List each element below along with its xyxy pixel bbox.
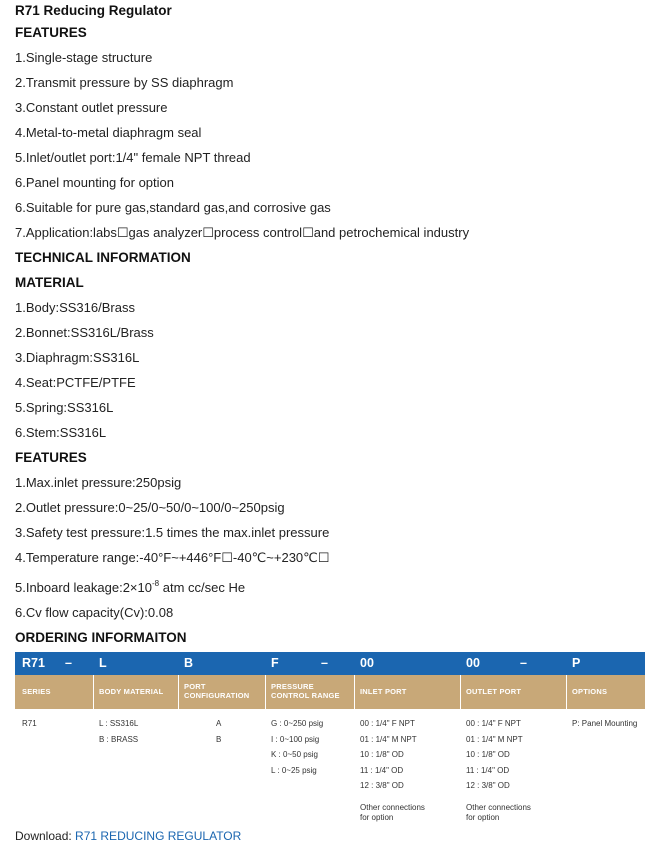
outlet-port-value: 12 : 3/8" OD: [466, 781, 510, 790]
header-divider: [354, 675, 355, 709]
inlet-port-value: 12 : 3/8" OD: [360, 781, 404, 790]
pressure-value: G : 0~250 psig: [271, 719, 324, 728]
code-dash: –: [65, 656, 72, 670]
outlet-port-value: 00 : 1/4" F NPT: [466, 719, 521, 728]
series-value: R71: [22, 719, 37, 728]
port-config-column: [216, 716, 221, 747]
material-item: 2.Bonnet:SS316L/Brass: [15, 325, 154, 340]
outlet-port-value: 11 : 1/4" OD: [466, 765, 510, 775]
options-value: P: Panel Mounting: [572, 719, 638, 728]
spec-item: 6.Cv flow capacity(Cv):0.08: [15, 605, 174, 620]
header-options: OPTIONS: [572, 687, 608, 696]
feature-item: 6.Panel mounting for option: [15, 175, 174, 190]
code-pressure: F: [271, 656, 279, 670]
header-pressure-1: PRESSURE: [271, 682, 314, 691]
feature-item: 3.Constant outlet pressure: [15, 100, 168, 115]
body-material-value: L : SS316L: [99, 719, 139, 728]
leakage-prefix: 5.Inboard leakage:2×10: [15, 580, 152, 595]
code-series: R71: [22, 656, 45, 670]
feature-item: 4.Metal-to-metal diaphragm seal: [15, 125, 202, 140]
body-material-column: [99, 716, 138, 747]
outlet-port-note: [466, 803, 531, 823]
pressure-value: L : 0~25 psig: [271, 765, 317, 775]
material-heading: MATERIAL: [15, 275, 84, 290]
header-divider: [265, 675, 266, 709]
outlet-note-line: Other connections: [466, 803, 531, 812]
feature-item: 2.Transmit pressure by SS diaphragm: [15, 75, 234, 90]
inlet-port-value: 01 : 1/4" M NPT: [360, 734, 417, 744]
specs-heading: FEATURES: [15, 450, 87, 465]
spec-item: 4.Temperature range:-40°F~+446°F☐-40℃~+230℃☐: [15, 550, 330, 565]
code-port: B: [184, 656, 194, 670]
header-series: SERIES: [22, 687, 51, 696]
feature-item: 5.Inlet/outlet port:1/4" female NPT thread: [15, 150, 251, 165]
download-label: Download:: [15, 829, 76, 843]
header-divider: [566, 675, 567, 709]
material-item: 5.Spring:SS316L: [15, 400, 114, 415]
inlet-port-value: 10 : 1/8" OD: [360, 750, 404, 759]
material-item: 3.Diaphragm:SS316L: [15, 350, 140, 365]
spec-item: 2.Outlet pressure:0~25/0~50/0~100/0~250psig: [15, 500, 285, 515]
material-item: 6.Stem:SS316L: [15, 425, 107, 440]
code-options: P: [572, 656, 581, 670]
header-divider: [460, 675, 461, 709]
spec-item-leakage: [15, 580, 245, 595]
ordering-heading: ORDERING INFORMAITON: [15, 630, 187, 645]
material-item: 4.Seat:PCTFE/PTFE: [15, 375, 136, 390]
download-line: [15, 829, 241, 843]
code-dash: –: [321, 656, 328, 670]
spec-item: 1.Max.inlet pressure:250psig: [15, 475, 182, 490]
header-body-material: BODY MATERIAL: [99, 687, 164, 696]
feature-item: 7.Application:labs☐gas analyzer☐process control☐and petrochemical industry: [15, 225, 470, 240]
code-body: L: [99, 656, 107, 670]
order-header-bar: [15, 675, 645, 709]
outlet-port-column: [466, 716, 523, 794]
features-heading: FEATURES: [15, 25, 87, 40]
inlet-port-note: [360, 803, 425, 823]
download-link[interactable]: R71 REDUCING REGULATOR: [75, 829, 242, 843]
port-config-value: A: [216, 719, 222, 728]
inlet-note-line: for option: [360, 813, 394, 822]
leakage-exponent: -8: [151, 579, 160, 588]
inlet-note-line: Other connections: [360, 803, 425, 812]
leakage-suffix: atm cc/sec He: [159, 580, 246, 595]
header-divider: [178, 675, 179, 709]
header-port-config-2: CONFIGURATION: [184, 691, 250, 700]
series-column: [22, 716, 37, 732]
page-title: R71 Reducing Regulator: [15, 3, 172, 18]
order-code-bar: [15, 652, 645, 675]
code-outlet: 00: [466, 656, 480, 670]
ordering-table: [15, 652, 645, 837]
inlet-port-value: 00 : 1/4" F NPT: [360, 719, 415, 728]
inlet-port-value: 11 : 1/4" OD: [360, 765, 404, 775]
code-dash: –: [520, 656, 527, 670]
pressure-column: [271, 716, 323, 778]
spec-item: 3.Safety test pressure:1.5 times the max.inlet pressure: [15, 525, 330, 540]
feature-item: 1.Single-stage structure: [15, 50, 153, 65]
body-material-value: B : BRASS: [99, 734, 139, 744]
material-item: 1.Body:SS316/Brass: [15, 300, 135, 315]
options-column: [572, 716, 637, 732]
feature-item: 6.Suitable for pure gas,standard gas,and corrosive gas: [15, 200, 331, 215]
pressure-value: K : 0~50 psig: [271, 750, 318, 759]
header-inlet-port: INLET PORT: [360, 687, 407, 696]
outlet-port-value: 10 : 1/8" OD: [466, 750, 510, 759]
header-port-config-1: PORT: [184, 682, 206, 691]
technical-info-heading: TECHNICAL INFORMATION: [15, 250, 191, 265]
outlet-port-value: 01 : 1/4" M NPT: [466, 734, 523, 744]
pressure-value: I : 0~100 psig: [271, 734, 320, 744]
header-outlet-port: OUTLET PORT: [466, 687, 522, 696]
code-inlet: 00: [360, 656, 374, 670]
header-divider: [93, 675, 94, 709]
inlet-port-column: [360, 716, 417, 794]
header-pressure-2: CONTROL RANGE: [271, 691, 340, 700]
port-config-value: B: [216, 734, 222, 744]
outlet-note-line: for option: [466, 813, 500, 822]
